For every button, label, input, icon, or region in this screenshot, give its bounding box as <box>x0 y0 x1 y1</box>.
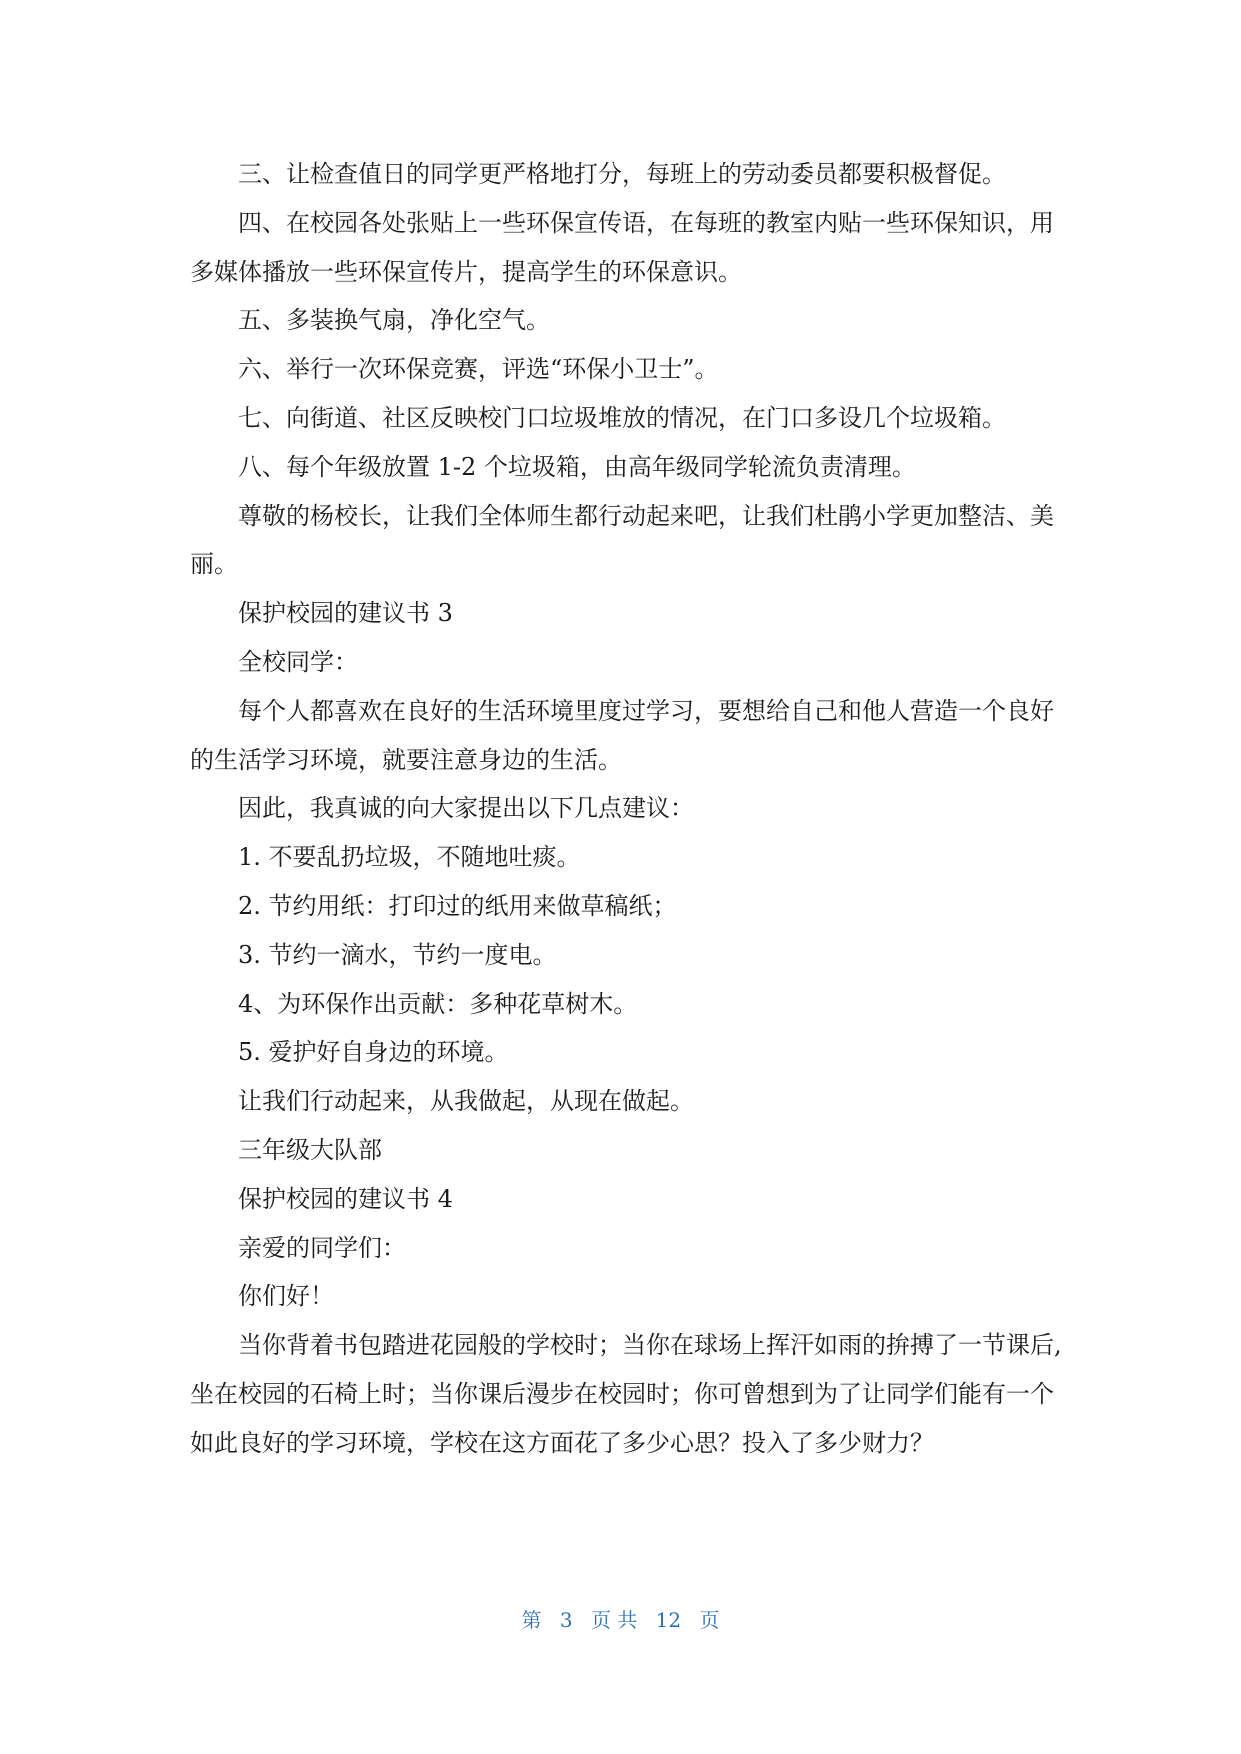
footer-suffix: 页 <box>699 1608 720 1632</box>
current-page-number: 3 <box>559 1608 573 1632</box>
paragraph: 五、多装换气扇，净化空气。 <box>238 306 550 335</box>
document-body <box>190 150 1070 1468</box>
salutation: 全校同学： <box>238 647 358 676</box>
list-item: 2. 节约用纸：打印过的纸用来做草稿纸； <box>238 891 677 920</box>
salutation: 亲爱的同学们： <box>238 1233 406 1262</box>
paragraph: 当你背着书包踏进花园般的学校时；当你在球场上挥汗如雨的拚搏了一节课后,坐在校园的石椅上时；当你课后漫步在校园时；你可曾想到为了让同学们能有一个如此良好的学习环境，学校在这方面花了多少心思？投入了多少财力？ <box>190 1331 1062 1457</box>
page-footer <box>0 1604 1241 1633</box>
greeting: 你们好！ <box>238 1282 334 1311</box>
paragraph: 每个人都喜欢在良好的生活环境里度过学习，要想给自己和他人营造一个良好的生活学习环境，就要注意身边的生活。 <box>190 696 1054 774</box>
signature: 三年级大队部 <box>238 1135 382 1164</box>
paragraph: 让我们行动起来，从我做起，从现在做起。 <box>238 1087 694 1116</box>
section-title: 保护校园的建议书 3 <box>238 599 453 628</box>
list-item: 4、为环保作出贡献：多种花草树木。 <box>238 989 638 1018</box>
footer-prefix: 第 <box>521 1608 542 1632</box>
paragraph: 四、在校园各处张贴上一些环保宣传语，在每班的教室内贴一些环保知识，用多媒体播放一些环保宣传片，提高学生的环保意识。 <box>190 208 1054 286</box>
list-item: 5. 爱护好自身边的环境。 <box>238 1038 509 1067</box>
list-item: 3. 节约一滴水，节约一度电。 <box>238 940 557 969</box>
section-title: 保护校园的建议书 4 <box>238 1184 453 1213</box>
paragraph: 因此，我真诚的向大家提出以下几点建议： <box>238 794 694 823</box>
total-page-count: 12 <box>655 1608 682 1632</box>
footer-middle: 页 共 <box>590 1608 638 1632</box>
paragraph: 六、举行一次环保竞赛，评选“环保小卫士”。 <box>238 355 719 384</box>
paragraph: 七、向街道、社区反映校门口垃圾堆放的情况，在门口多设几个垃圾箱。 <box>238 403 1006 432</box>
paragraph: 三、让检查值日的同学更严格地打分，每班上的劳动委员都要积极督促。 <box>238 160 1006 188</box>
list-item: 1. 不要乱扔垃圾，不随地吐痰。 <box>238 843 581 872</box>
paragraph: 尊敬的杨校长，让我们全体师生都行动起来吧，让我们杜鹃小学更加整洁、美丽。 <box>190 501 1054 579</box>
paragraph: 八、每个年级放置 1-2 个垃圾箱，由高年级同学轮流负责清理。 <box>238 452 916 481</box>
